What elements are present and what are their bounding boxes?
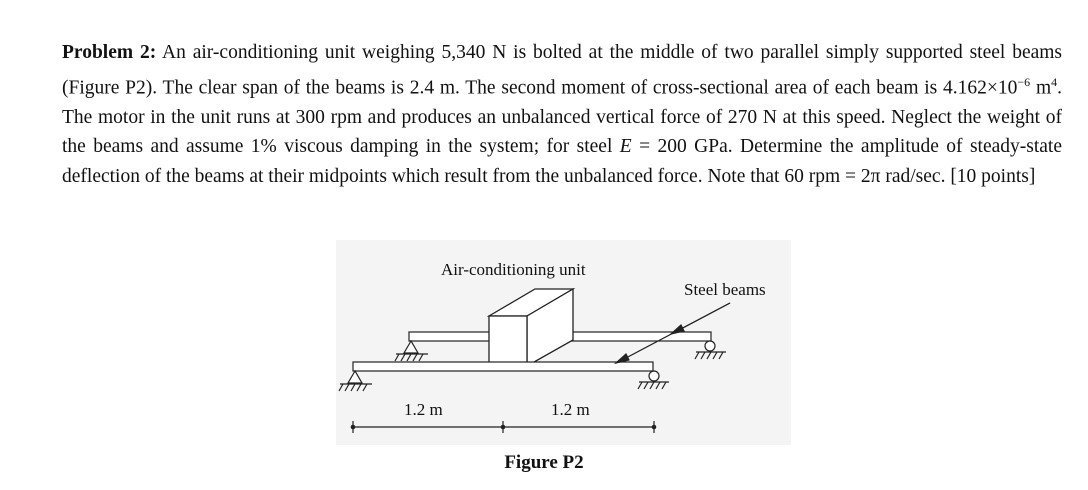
dimension-right-label: 1.2 m bbox=[551, 400, 590, 419]
dimension-left-label: 1.2 m bbox=[404, 400, 443, 419]
dimension-line bbox=[351, 421, 657, 433]
problem-text-part-3: . The motor in the unit runs at 300 rpm and produces an unbalanced vertical force of 270 N at this speed. Neglect the weight of the beams and assume 1% viscous damping in the system; for steel bbox=[62, 77, 1062, 157]
problem-text-part-2: m bbox=[1030, 77, 1052, 98]
front-right-roller-support bbox=[638, 371, 669, 389]
exponent-minus-six: −6 bbox=[1017, 74, 1031, 89]
exponent-four: 4 bbox=[1051, 74, 1058, 89]
back-right-roller-support bbox=[695, 341, 726, 359]
front-beam bbox=[353, 362, 653, 371]
air-conditioning-unit-box bbox=[489, 289, 573, 366]
problem-heading: Problem 2: bbox=[62, 42, 157, 63]
steel-beams-label: Steel beams bbox=[684, 280, 766, 299]
air-conditioning-unit-label: Air-conditioning unit bbox=[441, 260, 586, 279]
back-left-pin-support bbox=[395, 341, 428, 361]
problem-text-part-1: An air-conditioning unit weighing 5,340 N is bolted at the middle of two parallel simply supported steel beams (Figure P2). The clear span of the beams is 2.4 m. The second moment of cross-sectional area of each beam is 4.162×10 bbox=[62, 42, 1063, 98]
symbol-e: E bbox=[619, 136, 632, 157]
figure-caption: Figure P2 bbox=[504, 452, 584, 473]
problem-text-part-4: = 200 GPa. Determine the amplitude of steady-state deflection of the beams at their midpoints which result from the unbalanced force. Note that 60 rpm = 2π rad/sec. [10 points] bbox=[62, 136, 1062, 187]
front-left-pin-support bbox=[339, 371, 372, 391]
